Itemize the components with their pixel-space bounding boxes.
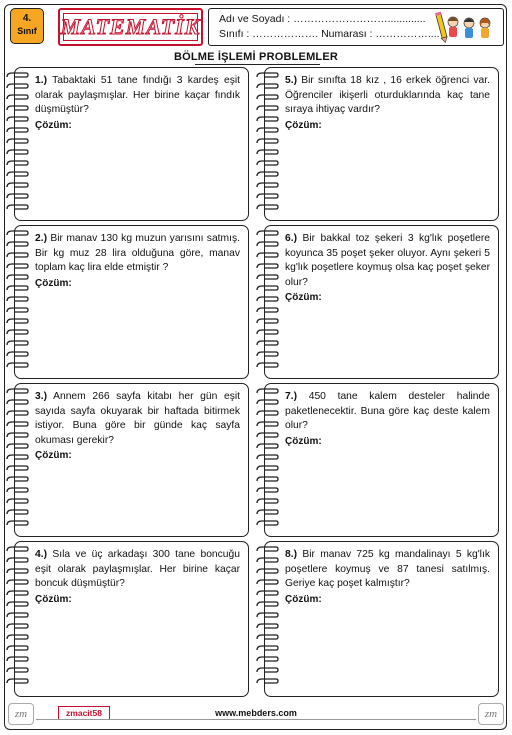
- solution-label: Çözüm:: [35, 277, 72, 289]
- spiral-ring: [257, 231, 278, 235]
- spiral-binding-icon: [5, 72, 31, 215]
- spiral-ring: [7, 297, 28, 301]
- kids-with-pencil-icon: [433, 11, 497, 43]
- spiral-ring: [7, 205, 28, 209]
- spiral-ring: [7, 352, 28, 356]
- spiral-binding-icon: [5, 546, 31, 689]
- spiral-ring: [257, 183, 278, 187]
- title-underline: [195, 64, 320, 65]
- spiral-ring: [7, 242, 28, 246]
- grade-label: Sınıf: [17, 26, 37, 36]
- spiral-ring: [257, 194, 278, 198]
- problem-text: Sıla ve üç arkadaşı 300 tane boncuğu eşit olarak paylaşmışlar. Her birine kaçar boncuk düşmüştür?: [35, 549, 240, 589]
- problem-text: Bir sınıfta 18 kız , 16 erkek öğrenci var. Öğrenciler ikişerli oturduklarında kaç tane sıraya ihtiyaç vardır?: [285, 75, 490, 115]
- spiral-ring: [7, 95, 28, 99]
- spiral-ring: [257, 624, 278, 628]
- solution-label: Çözüm:: [285, 119, 322, 131]
- spiral-ring: [7, 275, 28, 279]
- spiral-ring: [257, 591, 278, 595]
- spiral-ring: [257, 352, 278, 356]
- spiral-ring: [257, 668, 278, 672]
- problem-number: 1.): [35, 75, 48, 86]
- spiral-ring: [7, 635, 28, 639]
- spiral-ring: [257, 400, 278, 404]
- worksheet-title: BÖLME İŞLEMİ PROBLEMLER: [173, 51, 339, 63]
- solution-label: Çözüm:: [35, 593, 72, 605]
- subject-box: [58, 8, 203, 46]
- problem-number: 6.): [285, 233, 298, 244]
- spiral-ring: [257, 602, 278, 606]
- spiral-ring: [257, 646, 278, 650]
- spiral-ring: [257, 242, 278, 246]
- problem-card-8: [264, 541, 499, 697]
- spiral-ring: [257, 488, 278, 492]
- spiral-ring: [257, 411, 278, 415]
- spiral-ring: [7, 264, 28, 268]
- spiral-ring: [257, 95, 278, 99]
- spiral-ring: [257, 613, 278, 617]
- spiral-ring: [257, 106, 278, 110]
- spiral-ring: [7, 253, 28, 257]
- name-line: Adı ve Soyadı : ……………………….............: [219, 13, 426, 25]
- grade-badge: [10, 8, 44, 44]
- spiral-ring: [7, 183, 28, 187]
- spiral-ring: [257, 150, 278, 154]
- spiral-ring: [257, 657, 278, 661]
- spiral-binding-icon: [5, 230, 31, 373]
- zm-logo-right: zm: [478, 703, 504, 725]
- spiral-ring: [257, 569, 278, 573]
- spiral-ring: [257, 73, 278, 77]
- spiral-ring: [7, 521, 28, 525]
- spiral-ring: [7, 150, 28, 154]
- spiral-ring: [257, 341, 278, 345]
- spiral-ring: [257, 264, 278, 268]
- spiral-ring: [7, 139, 28, 143]
- spiral-ring: [7, 477, 28, 481]
- spiral-ring: [7, 444, 28, 448]
- spiral-ring: [257, 558, 278, 562]
- solution-label: Çözüm:: [285, 593, 322, 605]
- spiral-ring: [257, 275, 278, 279]
- solution-label: Çözüm:: [35, 119, 72, 131]
- problem-number: 5.): [285, 75, 298, 86]
- spiral-ring: [257, 128, 278, 132]
- spiral-ring: [7, 668, 28, 672]
- solution-label: Çözüm:: [35, 450, 72, 461]
- spiral-ring: [7, 657, 28, 661]
- spiral-ring: [7, 128, 28, 132]
- spiral-ring: [7, 558, 28, 562]
- spiral-ring: [257, 389, 278, 393]
- spiral-ring: [7, 602, 28, 606]
- spiral-ring: [7, 363, 28, 367]
- spiral-ring: [257, 499, 278, 503]
- spiral-ring: [7, 433, 28, 437]
- spiral-ring: [7, 591, 28, 595]
- spiral-ring: [7, 341, 28, 345]
- spiral-ring: [7, 117, 28, 121]
- spiral-ring: [7, 547, 28, 551]
- spiral-ring: [257, 161, 278, 165]
- spiral-ring: [7, 499, 28, 503]
- spiral-ring: [257, 253, 278, 257]
- spiral-binding-icon: [255, 546, 281, 689]
- spiral-ring: [257, 172, 278, 176]
- subject-title: MATEMATİK: [60, 14, 201, 39]
- spiral-ring: [257, 444, 278, 448]
- spiral-binding-icon: [5, 388, 31, 531]
- problem-card-4: [14, 541, 249, 697]
- problem-card-6: [264, 225, 499, 379]
- spiral-ring: [7, 73, 28, 77]
- footer-divider: [36, 719, 476, 720]
- student-info-box: [208, 8, 504, 46]
- spiral-ring: [7, 422, 28, 426]
- problem-card-5: [264, 67, 499, 221]
- spiral-ring: [257, 363, 278, 367]
- spiral-binding-icon: [255, 72, 281, 215]
- spiral-ring: [257, 521, 278, 525]
- zm-logo-left: zm: [8, 703, 34, 725]
- grade-number: 4.: [22, 13, 32, 24]
- spiral-ring: [257, 580, 278, 584]
- spiral-ring: [7, 161, 28, 165]
- problem-card-2: [14, 225, 249, 379]
- spiral-ring: [7, 510, 28, 514]
- spiral-ring: [257, 679, 278, 683]
- spiral-ring: [257, 422, 278, 426]
- solution-label: Çözüm:: [285, 435, 322, 447]
- spiral-ring: [257, 455, 278, 459]
- spiral-ring: [257, 319, 278, 323]
- problem-number: 4.): [35, 549, 48, 560]
- problem-number: 3.): [35, 391, 48, 402]
- spiral-binding-icon: [255, 388, 281, 531]
- problem-text: Tabaktaki 51 tane fındığı 3 kardeş eşit olarak paylaşmışlar. Her birine kaçar fındık düşmüştür?: [35, 75, 240, 115]
- problem-card-1: [14, 67, 249, 221]
- spiral-ring: [7, 194, 28, 198]
- spiral-ring: [7, 455, 28, 459]
- spiral-ring: [7, 679, 28, 683]
- problem-number: 2.): [35, 233, 48, 244]
- spiral-ring: [257, 308, 278, 312]
- spiral-ring: [257, 117, 278, 121]
- problem-number: 8.): [285, 549, 298, 560]
- spiral-ring: [7, 411, 28, 415]
- spiral-ring: [257, 139, 278, 143]
- site-url[interactable]: www.mebders.com: [215, 708, 297, 718]
- spiral-ring: [257, 205, 278, 209]
- spiral-ring: [7, 580, 28, 584]
- spiral-ring: [7, 106, 28, 110]
- spiral-ring: [7, 624, 28, 628]
- spiral-ring: [257, 297, 278, 301]
- spiral-ring: [257, 330, 278, 334]
- spiral-ring: [257, 547, 278, 551]
- spiral-ring: [7, 172, 28, 176]
- spiral-ring: [7, 400, 28, 404]
- problem-text: Bir bakkal toz şekeri 3 kg'lık poşetlere koyunca 35 poşet şeker oluyor. Aynı şekeri 5 kg'lık poşetlere koymuş olsa kaç poşet şeker olur?: [285, 233, 490, 288]
- problem-text: 450 tane kalem desteler halinde paketlenecektir. Buna göre kaç deste kalem olur?: [285, 391, 490, 431]
- spiral-ring: [7, 488, 28, 492]
- problem-text: Bir manav 130 kg muzun yarısını satmış. Bir kg muz 28 lira olduğuna göre, manav toplam kaç lira elde etmiştir ?: [35, 233, 240, 273]
- spiral-ring: [7, 466, 28, 470]
- spiral-ring: [7, 319, 28, 323]
- problem-text: Bir manav 725 kg mandalinayı 5 kg'lık poşetlere koymuş ve 87 tanesi satılmış. Geriye kaç poşet kalmıştır?: [285, 549, 490, 589]
- spiral-ring: [7, 308, 28, 312]
- problem-card-7: [264, 383, 499, 537]
- spiral-ring: [257, 84, 278, 88]
- spiral-ring: [7, 389, 28, 393]
- spiral-ring: [257, 635, 278, 639]
- spiral-ring: [257, 510, 278, 514]
- spiral-ring: [257, 477, 278, 481]
- spiral-ring: [7, 231, 28, 235]
- class-line: Sınıfı : ………………. Numarası : ……………....: [219, 28, 440, 40]
- problem-card-3: [14, 383, 249, 537]
- spiral-ring: [7, 330, 28, 334]
- spiral-ring: [7, 613, 28, 617]
- spiral-ring: [7, 286, 28, 290]
- spiral-ring: [257, 466, 278, 470]
- spiral-ring: [7, 84, 28, 88]
- spiral-ring: [257, 286, 278, 290]
- spiral-ring: [257, 433, 278, 437]
- problem-number: 7.): [285, 391, 298, 402]
- problem-text: Annem 266 sayfa kitabı her gün eşit sayıda sayfa okuyarak bir haftada bitirmek istiyor. Buna göre bir günde kaç sayfa okuması gerekir?: [35, 391, 241, 446]
- spiral-binding-icon: [255, 230, 281, 373]
- author-tag: zmacit58: [58, 706, 110, 720]
- spiral-ring: [7, 646, 28, 650]
- spiral-ring: [7, 569, 28, 573]
- solution-label: Çözüm:: [285, 292, 322, 303]
